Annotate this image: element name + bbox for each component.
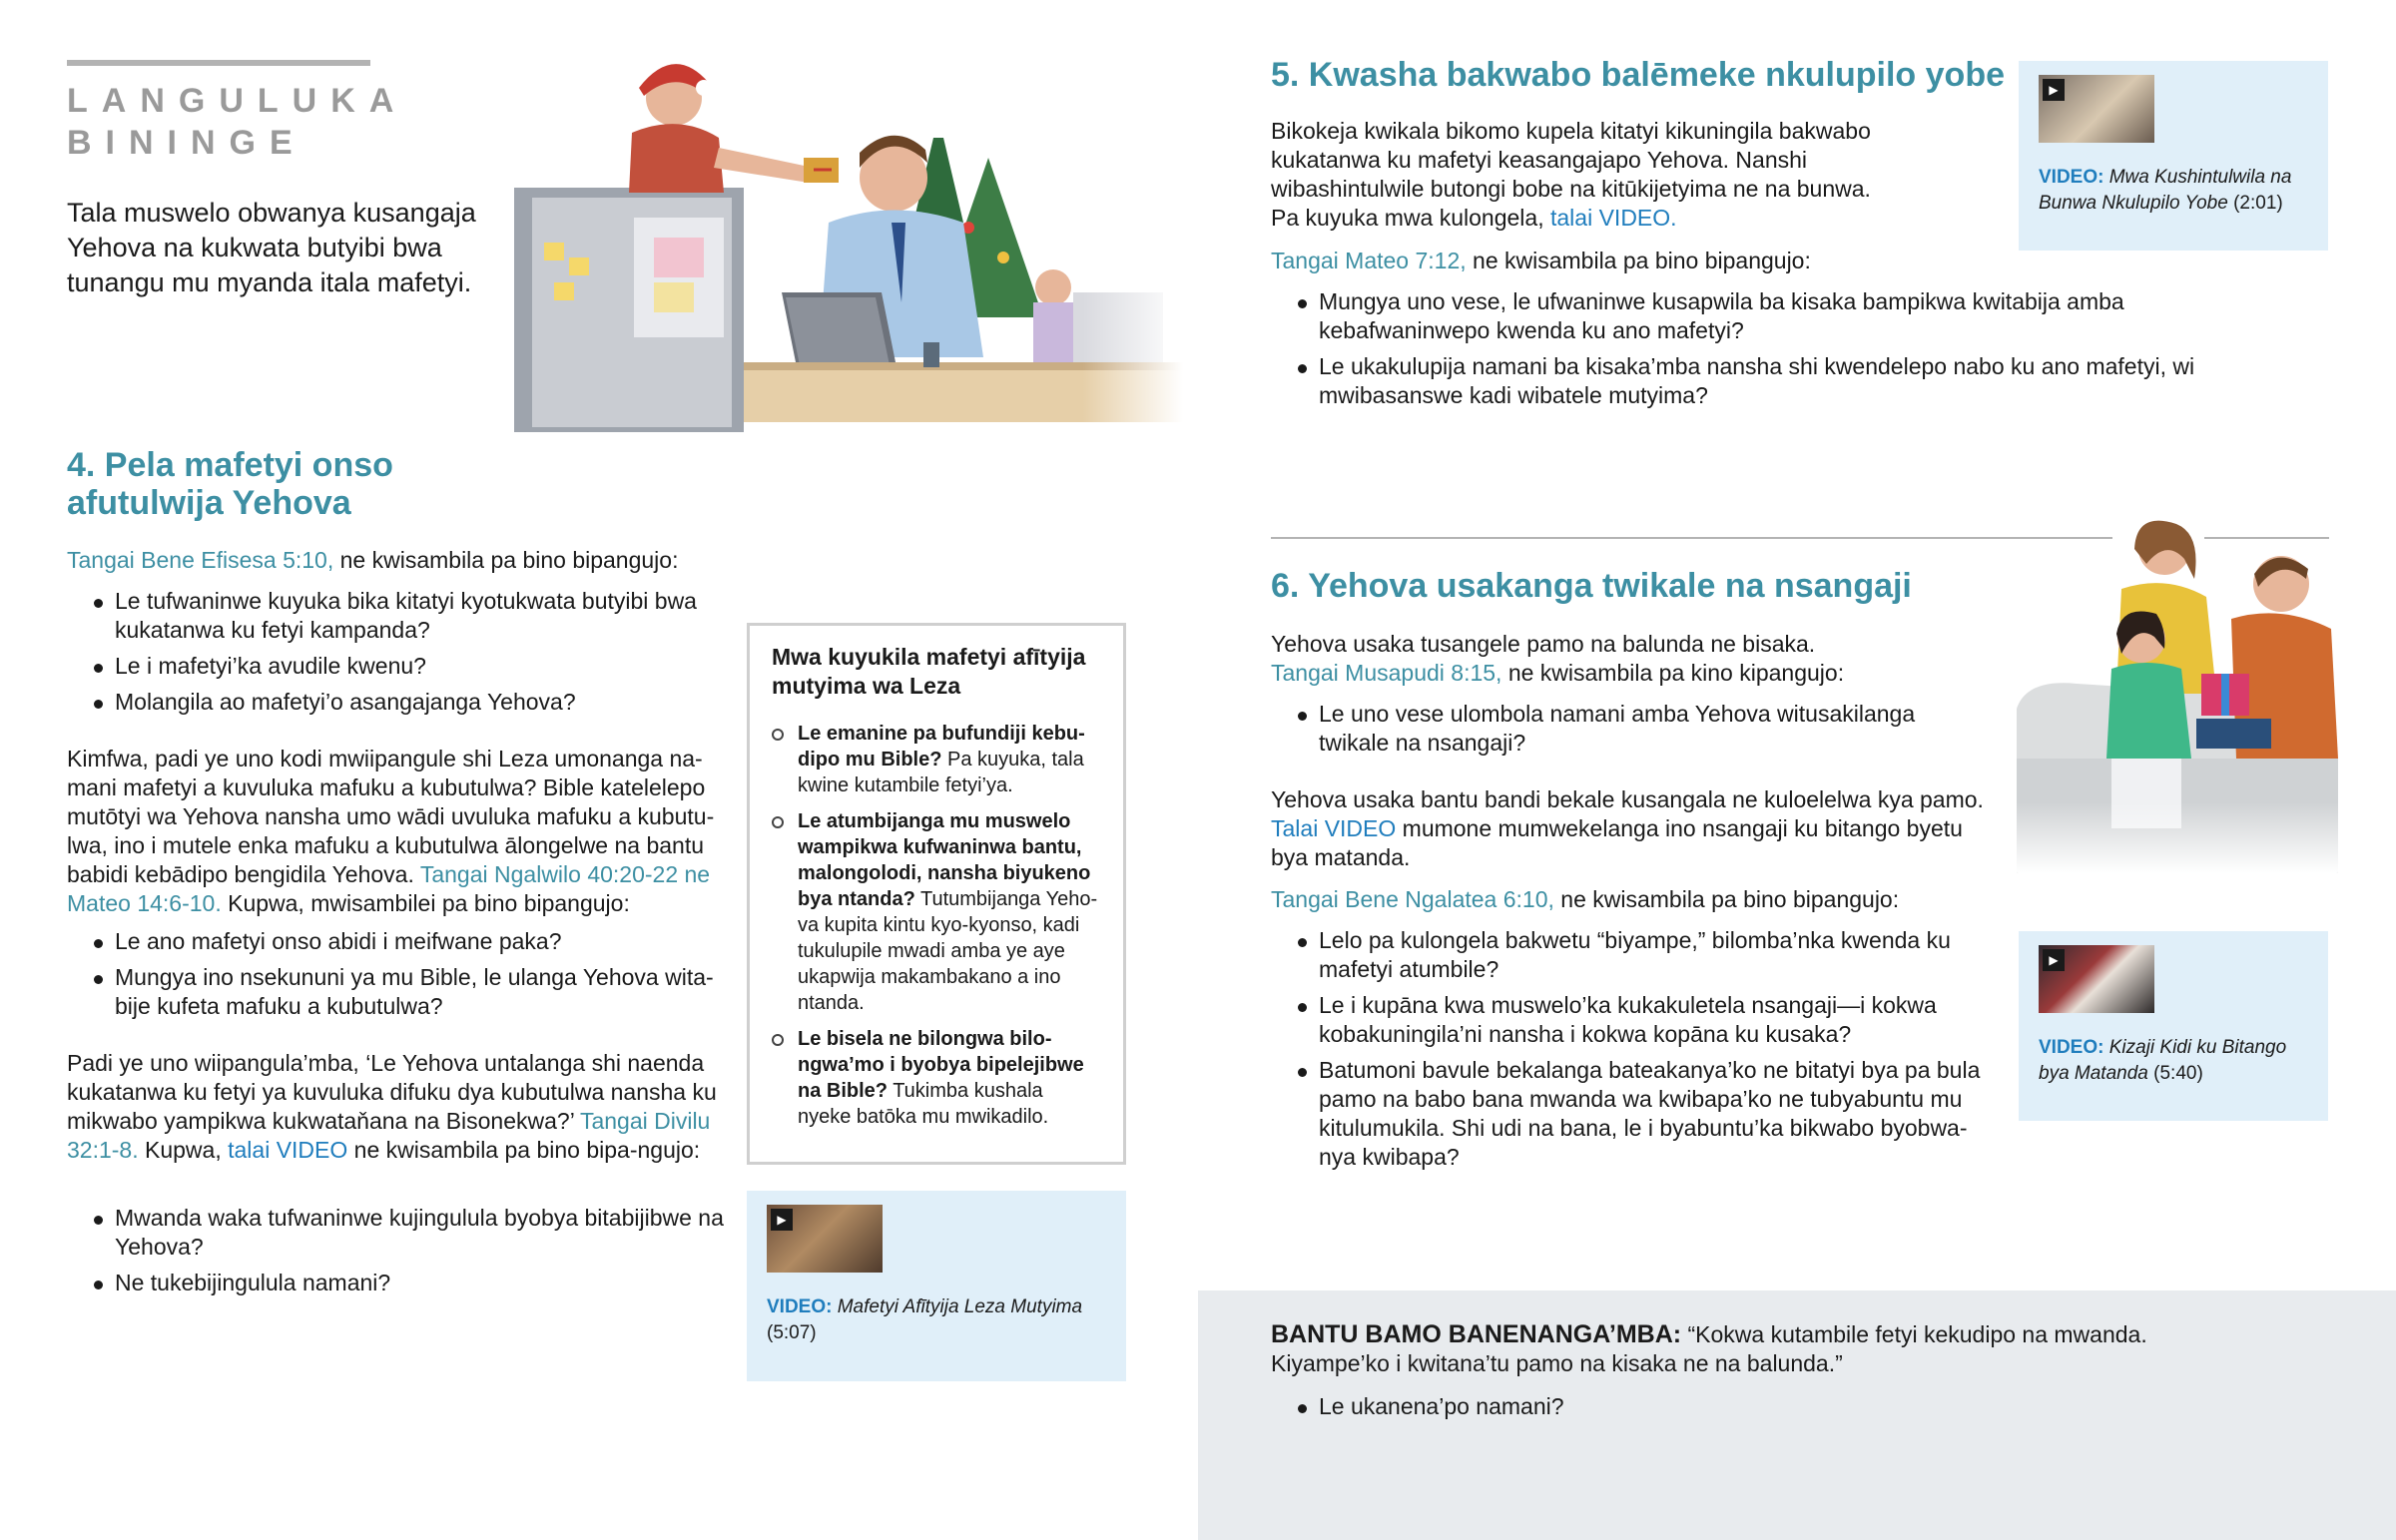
scripture-link[interactable]: Tangai Musapudi 8:15, <box>1271 660 1502 686</box>
section-divider <box>1271 537 2112 539</box>
list-item: Mungya ino nsekununi ya mu Bible, le ulanga Yehova wita-bije kufeta mafuku a kubutulwa? <box>67 963 726 1021</box>
video-link[interactable]: talai VIDEO <box>228 1137 348 1163</box>
list-item: Le tufwaninwe kuyuka bika kitatyi kyotukwata butyibi bwa kukatanwa ku fetyi kampanda? <box>67 587 726 645</box>
video-title: Mwa Kushintulwila na Bunwa Nkulupilo Yobe <box>2039 167 2292 214</box>
list-item: Mwanda waka tufwaninwe kujingulula byobya bitabijibwe na Yehova? <box>67 1204 726 1262</box>
video-box-2[interactable] <box>2019 61 2328 251</box>
page-kicker: LANGULUKA BININGE <box>67 82 407 162</box>
video-caption: VIDEO: Mwa Kushintulwila na Bunwa Nkulupilo Yobe (2:01) <box>2039 167 2292 214</box>
video-thumbnail[interactable] <box>767 1205 883 1273</box>
office-party-illustration <box>514 58 1183 439</box>
section-6-paragraph-1: Yehova usaka tusangele pamo na balunda ne bisaka. Tangai Musapudi 8:15, ne kwisambila pa kino kipangujo: <box>1271 631 1845 686</box>
section-4-questions-2 <box>67 927 726 1028</box>
video-link[interactable]: talai VIDEO. <box>1550 205 1677 231</box>
list-item: Molangila ao mafetyi’o asangajanga Yehova? <box>67 688 726 717</box>
list-item: Le ukakulupija namani ba kisaka’mba nansha shi kwendelepo nabo ku ano mafetyi, wi mwibasanswe kadi wibatele mutyima? <box>1271 352 2199 410</box>
scripture-link[interactable]: Tangai Ngalwilo 40:20-22 ne Mateo 14:6-10. <box>67 861 711 916</box>
video-box-3[interactable] <box>2019 931 2328 1121</box>
section-5-heading: 5. Kwasha bakwabo balēmeke nkulupilo yobe <box>1271 56 2006 94</box>
video-thumbnail[interactable] <box>2039 75 2154 143</box>
family-gift-illustration <box>2017 519 2338 873</box>
video-caption: VIDEO: Kizaji Kidi ku Bitango bya Matanda (5:40) <box>2039 1037 2287 1084</box>
video-link[interactable]: Talai VIDEO <box>1271 815 1397 841</box>
page-intro: Tala muswelo obwanya kusangaja Yehova na kukwata butyibi bwa tunangu mu myanda itala mafetyi. <box>67 198 476 297</box>
section-4-questions-3 <box>67 1204 726 1304</box>
people-say-label: BANTU BAMO BANENANGA’MBA: <box>1271 1320 1682 1348</box>
list-item: Batumoni bavule bekalanga bateakanya’ko ne bitatyi bya pa bula pamo na babo bana mwanda wa kwibapa’ko ne tubyabuntu mu kitulumukila. Shi udi na bana, le i byabuntu’ka bikwabo byobwa-nya kwibapa? <box>1271 1056 2000 1172</box>
list-item: Ne tukebijingulula namani? <box>67 1269 726 1297</box>
scripture-link[interactable]: Tangai Mateo 7:12, <box>1271 248 1467 273</box>
video-box-1[interactable] <box>747 1191 1126 1381</box>
section-4-paragraph-1: Kimfwa, padi ye uno kodi mwiipangule shi Leza umonanga na-mani mafetyi a kuvuluka mafuku a kubutulwa? Bible katelelepo mutōtyi wa Yehova nansha umo wādi uvuluka mafuku a kubutu-lwa, ino i mutele enka mafuku a kubutulwa ālongelwe na bantu babidi kebādipo bengidila Yehova. Tangai Ngalwilo 40:20-22 ne Mateo 14:6-10. Kupwa, mwisambilei pa bino bipangujo: <box>67 746 715 916</box>
video-title: Kizaji Kidi ku Bitango bya Matanda <box>2039 1037 2287 1084</box>
section-6-heading: 6. Yehova usakanga twikale na nsangaji <box>1271 567 1912 605</box>
sidebar-title: Mwa kuyukila mafetyi afītyija mutyima wa Leza <box>772 644 1086 699</box>
list-item: Le i mafetyi’ka avudile kwenu? <box>67 652 726 681</box>
video-title: Mafetyi Afītyija Leza Mutyima <box>837 1296 1083 1317</box>
scripture-link[interactable]: Tangai Bene Efisesa 5:10, <box>67 547 334 573</box>
section-4-paragraph-2: Padi ye uno wiipangula’mba, ‘Le Yehova untalanga shi naenda kukatanwa ku fetyi ya kuvuluka difuku dya kubutulwa nansha ku mikwabo yampikwa kukwataňana na Bisonekwa?’ Tangai Divilu 32:1-8. Kupwa, talai VIDEO ne kwisambila pa bino bipa-ngujo: <box>67 1050 717 1163</box>
video-caption: VIDEO: Mafetyi Afītyija Leza Mutyima (5:07) <box>767 1296 1083 1343</box>
video-thumbnail[interactable] <box>2039 945 2154 1013</box>
people-say-questions <box>1271 1392 2169 1428</box>
sidebar-item: Le emanine pa bufundiji kebu-dipo mu Bible? Pa kuyuka, tala kwine kutambile fetyi’ya. <box>772 721 1101 798</box>
list-item: Mungya uno vese, le ufwaninwe kusapwila ba kisaka bampikwa kwitabija amba kebafwaninwepo kwenda ku ano mafetyi? <box>1271 287 2199 345</box>
list-item: Le ano mafetyi onso abidi i meifwane paka? <box>67 927 726 956</box>
section-5-reading: Tangai Mateo 7:12, ne kwisambila pa bino bipangujo: <box>1271 248 1811 273</box>
section-6-questions-2 <box>1271 926 2000 1179</box>
play-icon[interactable]: ▶ <box>2043 79 2065 101</box>
list-item: Le ukanena’po namani? <box>1271 1392 2169 1421</box>
section-5-paragraph: Bikokeja kwikala bikomo kupela kitatyi kikuningila bakwabo kukatanwa ku mafetyi keasangajapo Yehova. Nanshi wibashintulwile butongi bobe na kitūkijetyima ne na bunwa. Pa kuyuka mwa kulongela, talai VIDEO. <box>1271 118 1871 231</box>
section-6-reading-2: Tangai Bene Ngalatea 6:10, ne kwisambila pa bino bipangujo: <box>1271 886 1900 912</box>
play-icon[interactable]: ▶ <box>2043 949 2065 971</box>
sidebar-item: Le bisela ne bilongwa bilo-ngwa’mo i byobya bipelejibwe na Bible? Tukimba kushala nyeke batōka mu mwikadilo. <box>772 1026 1101 1130</box>
section-4-questions-1 <box>67 587 726 724</box>
play-icon[interactable]: ▶ <box>771 1209 793 1231</box>
list-item: Lelo pa kulongela bakwetu “biyampe,” bilomba’nka kwenda ku mafetyi atumbile? <box>1271 926 2000 984</box>
people-say-quote: BANTU BAMO BANENANGA’MBA: “Kokwa kutambile fetyi kekudipo na mwanda. Kiyampe’ko i kwitana’tu pamo na kisaka ne na balunda.” <box>1271 1320 2147 1376</box>
section-6-questions-1 <box>1271 700 1970 765</box>
top-rule <box>67 60 370 66</box>
section-6-paragraph-2: Yehova usaka bantu bandi bekale kusangala ne kuloelelwa kya pamo. Talai VIDEO mumone mumwekelanga ino nsangaji ku bitango byetu bya matanda. <box>1271 786 1984 870</box>
scripture-link[interactable]: Tangai Bene Ngalatea 6:10, <box>1271 886 1554 912</box>
section-4-reading: Tangai Bene Efisesa 5:10, ne kwisambila pa bino bipangujo: <box>67 547 679 573</box>
list-item: Le uno vese ulombola namani amba Yehova witusakilanga twikale na nsangaji? <box>1271 700 1970 758</box>
sidebar-item: Le atumbijanga mu muswelo wampikwa kufwaninwa bantu, malongolodi, nansha biyukeno bya ntanda? Tutumbijanga Yeho-va kupita kintu kyo-kyonso, kadi tukulupile mwadi amba ye aye ukapwija makambakano a ino ntanda. <box>772 808 1101 1016</box>
sidebar-box <box>747 623 1126 1165</box>
section-4-heading: 4. Pela mafetyi onso afutulwija Yehova <box>67 446 393 522</box>
list-item: Le i kupāna kwa muswelo’ka kukakuletela nsangaji—i kokwa kobakuningila’ni nansha i kokwa kopāna ku kusaka? <box>1271 991 2000 1049</box>
sidebar-list <box>772 721 1101 1130</box>
section-5-questions <box>1271 287 2199 417</box>
scripture-link[interactable]: Tangai Divilu 32:1-8. <box>67 1108 711 1163</box>
